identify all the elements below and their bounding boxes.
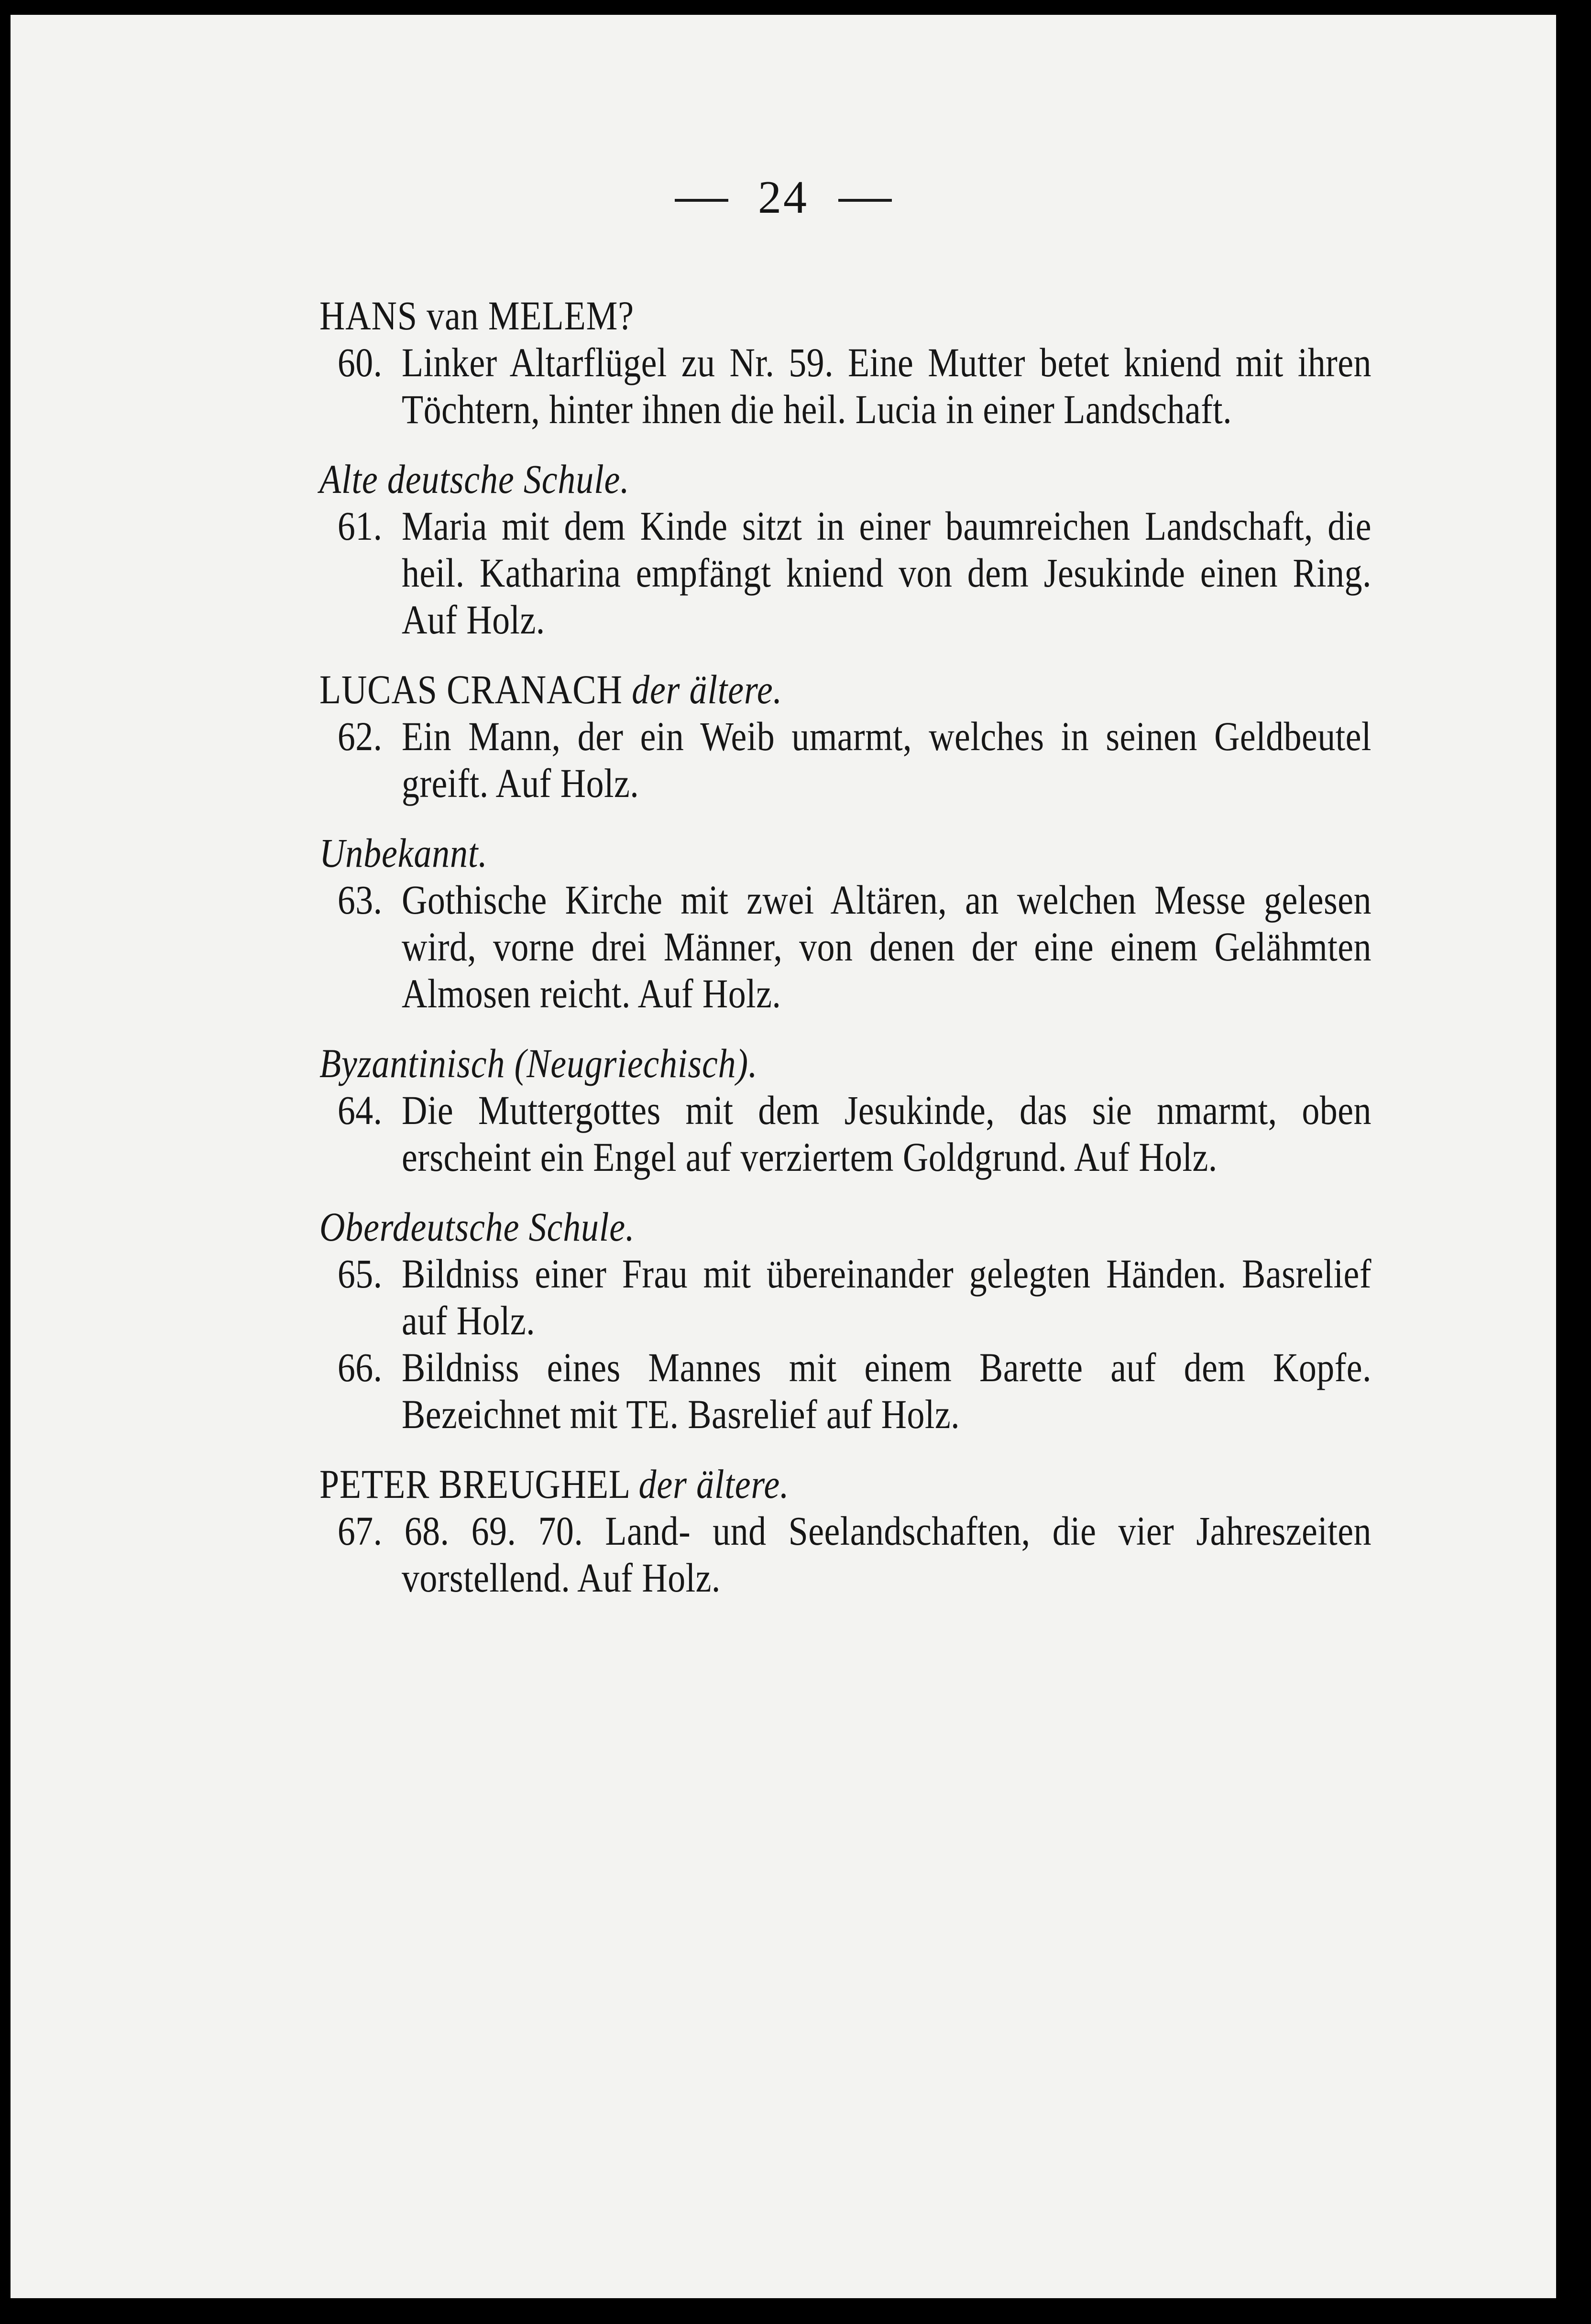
entry-number: 62. [337, 713, 383, 759]
catalogue-section [319, 1040, 1372, 1180]
right-dash [838, 199, 892, 202]
section-heading: HANS van MELEM? [319, 293, 634, 338]
artist-name: LUCAS CRANACH [319, 666, 623, 712]
catalogue-entry [319, 1250, 1372, 1344]
artist-name: PETER BREUGHEL [319, 1461, 630, 1507]
catalogue-section [319, 1461, 1372, 1601]
entry-number: 65. [337, 1251, 383, 1297]
left-dash [675, 199, 728, 202]
catalogue-section [319, 666, 1372, 807]
catalogue-entry [319, 876, 1372, 1017]
entry-text: Die Muttergottes mit dem Jesukinde, das sie nmarmt, oben erscheint ein Engel auf verziertem Goldgrund. Auf Holz. [402, 1087, 1372, 1180]
catalogue-section [319, 1203, 1372, 1438]
section-heading: Oberdeutsche Schule. [319, 1204, 635, 1250]
entry-text: Bildniss einer Frau mit übereinander gelegten Händen. Basrelief auf Holz. [402, 1251, 1372, 1343]
page-number [11, 174, 1556, 221]
catalogue-entry [319, 1344, 1372, 1438]
entry-text: Land- und Seelandschaften, die vier Jahreszeiten vorstellend. Auf Holz. [402, 1508, 1372, 1601]
entry-text: Ein Mann, der ein Weib umarmt, welches in seinen Geldbeutel greift. Auf Holz. [402, 713, 1372, 806]
entry-text: Maria mit dem Kinde sitzt in einer baumreichen Landschaft, die heil. Katharina empfängt kniend von dem Jesukinde einen Ring. Auf Holz. [402, 503, 1372, 643]
catalogue-section [319, 829, 1372, 1017]
entry-text: Gothische Kirche mit zwei Altären, an welchen Messe gelesen wird, vorne drei Männer, von denen der eine einem Gelähmten Almosen reicht. Auf Holz. [402, 877, 1372, 1016]
entry-number: 67. 68. 69. 70. [337, 1508, 583, 1554]
section-heading [319, 666, 1372, 713]
catalogue-entry [319, 339, 1372, 433]
artist-qualifier: der ältere. [632, 666, 782, 712]
section-heading: Byzantinisch (Neugriechisch). [319, 1040, 758, 1086]
section-heading [319, 1461, 1372, 1507]
page-number-value: 24 [758, 172, 809, 223]
entry-text: Linker Altarflügel zu Nr. 59. Eine Mutter betet kniend mit ihren Töchtern, hinter ihnen die heil. Lucia in einer Landschaft. [402, 339, 1372, 432]
entry-number: 63. [337, 877, 383, 923]
section-heading: Unbekannt. [319, 830, 488, 876]
catalogue-section [319, 456, 1372, 643]
catalogue-entry [319, 1087, 1372, 1180]
entry-number: 60. [337, 339, 383, 385]
catalogue-content [319, 292, 1372, 1601]
artist-qualifier: der ältere. [638, 1461, 790, 1507]
entry-number: 64. [337, 1087, 383, 1133]
book-page [11, 15, 1556, 2298]
entry-number: 61. [337, 503, 383, 549]
entry-number: 66. [337, 1344, 383, 1390]
catalogue-section [319, 292, 1372, 433]
section-heading: Alte deutsche Schule. [319, 456, 630, 502]
catalogue-entry [319, 713, 1372, 807]
catalogue-entry [319, 502, 1372, 643]
entry-text: Bildniss eines Mannes mit einem Barette auf dem Kopfe. Bezeichnet mit TE. Basrelief auf Holz. [402, 1344, 1372, 1437]
catalogue-entry [319, 1507, 1372, 1601]
